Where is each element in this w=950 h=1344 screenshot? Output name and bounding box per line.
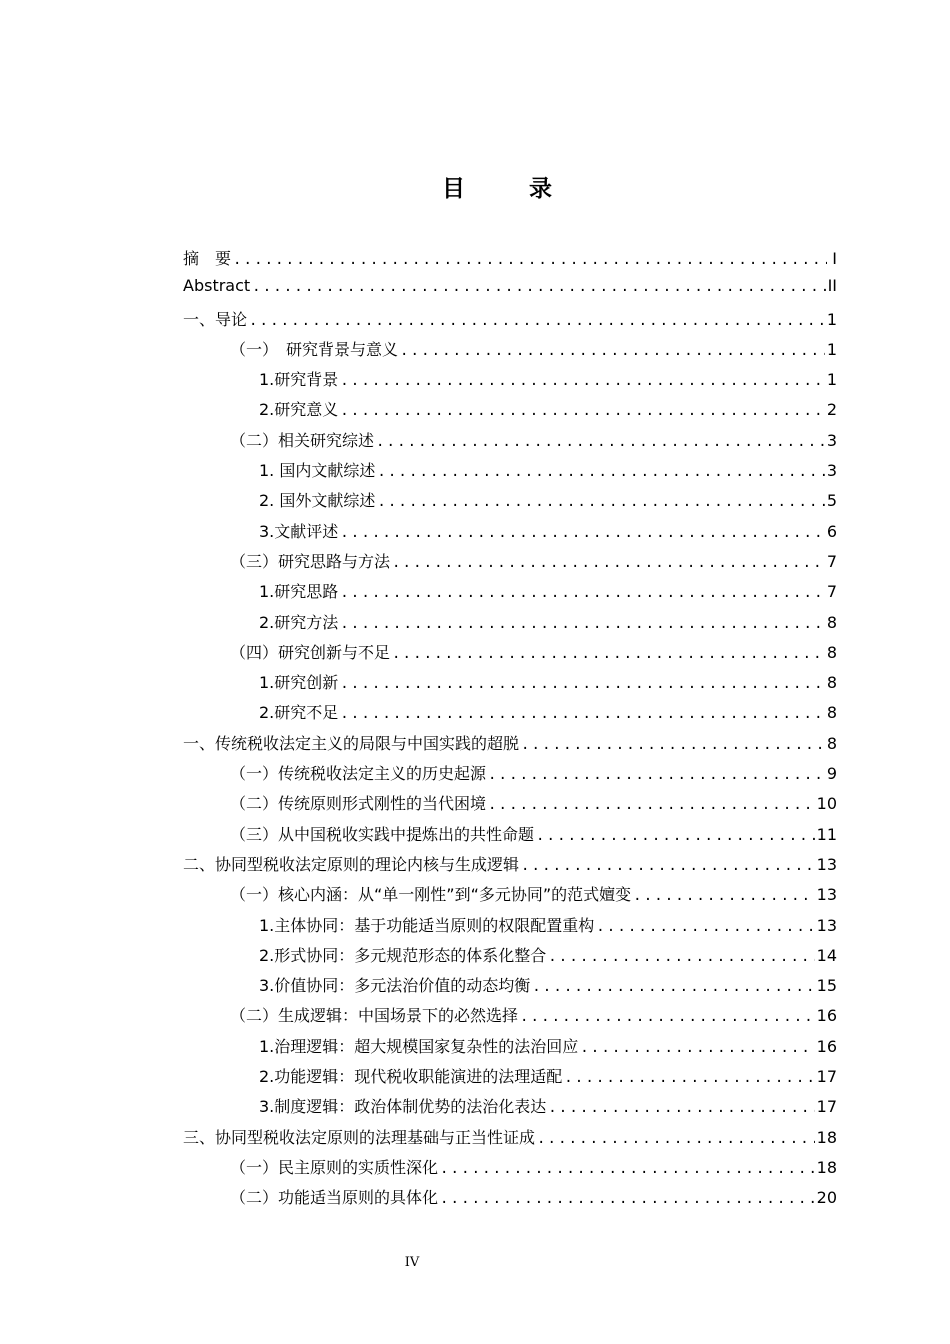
toc-entry[interactable]	[183, 1034, 837, 1064]
toc-dot-leader	[233, 252, 827, 268]
toc-entry-label: 3.价值协同：多元法治价值的动态均衡	[259, 976, 531, 996]
toc-dot-leader	[536, 828, 815, 844]
toc-entry-label: （一）核心内涵：从“单一刚性”到“多元协同”的范式嬗变	[230, 885, 632, 905]
toc-entry-page: 8	[826, 703, 837, 723]
toc-entry-page: 1	[826, 370, 837, 390]
toc-dot-leader	[548, 949, 814, 965]
toc-entry-page: 7	[826, 551, 837, 571]
table-of-contents	[183, 246, 837, 1216]
toc-entry[interactable]	[183, 913, 837, 943]
toc-dot-leader	[340, 525, 825, 541]
toc-entry-page: 1	[826, 309, 837, 329]
toc-entry-label: （二）传统原则形式刚性的当代困境	[230, 794, 487, 814]
toc-dot-leader	[340, 676, 825, 692]
toc-entry[interactable]	[183, 943, 837, 973]
toc-entry-page: 1	[826, 339, 837, 359]
toc-dot-leader	[488, 767, 825, 783]
toc-entry-label: （一）传统税收法定主义的历史起源	[230, 764, 487, 784]
toc-entry-label: 2.功能逻辑：现代税收职能演进的法理适配	[259, 1067, 563, 1087]
toc-entry-page: 9	[826, 764, 837, 784]
toc-entry-page: 16	[816, 1006, 837, 1026]
toc-entry-page: 8	[826, 642, 837, 662]
toc-entry-page: 20	[816, 1188, 837, 1208]
toc-dot-leader	[377, 464, 824, 480]
toc-entry-page: 13	[816, 915, 837, 935]
toc-entry[interactable]	[183, 579, 837, 609]
toc-entry-page: 16	[816, 1036, 837, 1056]
page-number: IV	[404, 1255, 420, 1270]
toc-entry-page: 3	[826, 461, 837, 481]
toc-entry-label: （三）研究思路与方法	[230, 551, 391, 571]
toc-entry[interactable]	[183, 488, 837, 518]
toc-entry-label: （一）民主原则的实质性深化	[230, 1157, 439, 1177]
toc-entry-label: （二）功能适当原则的具体化	[230, 1188, 439, 1208]
toc-entry-label: 三、协同型税收法定原则的法理基础与正当性证成	[183, 1127, 536, 1147]
toc-entry-page: 5	[826, 491, 837, 511]
toc-dot-leader	[521, 858, 815, 874]
toc-entry-page: II	[827, 276, 837, 296]
toc-dot-leader	[340, 706, 825, 722]
toc-entry-label: 1.研究背景	[259, 370, 339, 390]
toc-entry-label: （一） 研究背景与意义	[230, 339, 399, 359]
toc-dot-leader	[580, 1040, 814, 1056]
toc-entry[interactable]	[183, 337, 837, 367]
toc-entry[interactable]	[183, 1064, 837, 1094]
toc-dot-leader	[340, 616, 825, 632]
toc-entry-page: 11	[816, 824, 837, 844]
toc-entry-page: 6	[826, 521, 837, 541]
toc-dot-leader	[249, 313, 825, 329]
toc-dot-leader	[633, 888, 814, 904]
toc-dot-leader	[340, 585, 825, 601]
toc-entry[interactable]	[183, 276, 837, 306]
toc-dot-leader	[537, 1131, 815, 1147]
toc-entry-page: 8	[826, 733, 837, 753]
toc-entry-page: 14	[816, 945, 837, 965]
toc-entry-label: 3.文献评述	[259, 521, 339, 541]
toc-entry[interactable]	[183, 428, 837, 458]
toc-entry-label: 1.研究创新	[259, 673, 339, 693]
toc-entry-page: 18	[816, 1127, 837, 1147]
toc-dot-leader	[376, 434, 825, 450]
toc-entry-page: 13	[816, 885, 837, 905]
toc-entry[interactable]	[183, 852, 837, 882]
toc-dot-leader	[548, 1100, 814, 1116]
toc-dot-leader	[392, 555, 825, 571]
toc-entry-page: 10	[816, 794, 837, 814]
toc-entry-label: Abstract	[183, 276, 251, 296]
toc-entry-label: 一、导论	[183, 309, 248, 329]
toc-entry-label: 2.形式协同：多元规范形态的体系化整合	[259, 945, 547, 965]
toc-entry-label: 1. 国内文献综述	[259, 461, 376, 481]
toc-dot-leader	[488, 797, 815, 813]
toc-entry-label: （二）相关研究综述	[230, 430, 375, 450]
toc-entry-label: 2. 国外文献综述	[259, 491, 376, 511]
toc-entry[interactable]	[183, 1185, 837, 1215]
toc-entry[interactable]	[183, 367, 837, 397]
toc-dot-leader	[532, 979, 814, 995]
toc-entry-page: 13	[816, 854, 837, 874]
toc-entry-label: 1.主体协同：基于功能适当原则的权限配置重构	[259, 915, 595, 935]
toc-entry-label: 摘 要	[183, 249, 232, 268]
toc-dot-leader	[564, 1070, 814, 1086]
toc-entry-label: 2.研究意义	[259, 400, 339, 420]
toc-entry-label: （三）从中国税收实践中提炼出的共性命题	[230, 824, 535, 844]
toc-entry[interactable]	[183, 822, 837, 852]
toc-entry-label: 2.研究方法	[259, 612, 339, 632]
toc-dot-leader	[340, 403, 825, 419]
toc-entry-label: 3.制度逻辑：政治体制优势的法治化表达	[259, 1097, 547, 1117]
toc-entry-page: 3	[826, 430, 837, 450]
toc-entry[interactable]	[183, 1094, 837, 1124]
toc-entry[interactable]	[183, 700, 837, 730]
toc-entry[interactable]	[183, 1155, 837, 1185]
toc-dot-leader	[400, 343, 825, 359]
toc-dot-leader	[520, 1009, 815, 1025]
toc-entry[interactable]	[183, 882, 837, 912]
toc-entry-page: 2	[826, 400, 837, 420]
toc-entry[interactable]	[183, 549, 837, 579]
toc-entry-label: 2.研究不足	[259, 703, 339, 723]
toc-dot-leader	[377, 494, 824, 510]
toc-entry-page: 8	[826, 673, 837, 693]
toc-dot-leader	[392, 646, 825, 662]
toc-entry[interactable]	[183, 246, 837, 276]
toc-entry[interactable]	[183, 1125, 837, 1155]
toc-entry[interactable]	[183, 610, 837, 640]
toc-dot-leader	[521, 737, 825, 753]
toc-dot-leader	[440, 1191, 815, 1207]
toc-entry-label: （二）生成逻辑：中国场景下的必然选择	[230, 1006, 519, 1026]
toc-entry-page: I	[832, 249, 837, 268]
page-title: 目 录	[441, 176, 580, 202]
toc-entry[interactable]	[183, 670, 837, 700]
toc-entry[interactable]	[183, 307, 837, 337]
toc-entry[interactable]	[183, 640, 837, 670]
toc-entry-label: 一、传统税收法定主义的局限与中国实践的超脱	[183, 733, 520, 753]
toc-dot-leader	[440, 1161, 815, 1177]
toc-entry[interactable]	[183, 761, 837, 791]
toc-dot-leader	[596, 919, 814, 935]
toc-entry-page: 18	[816, 1157, 837, 1177]
toc-entry-page: 17	[816, 1067, 837, 1087]
toc-entry-page: 17	[816, 1097, 837, 1117]
toc-dot-leader	[340, 373, 825, 389]
toc-entry[interactable]	[183, 519, 837, 549]
toc-entry-page: 7	[826, 582, 837, 602]
toc-entry-label: 1.治理逻辑：超大规模国家复杂性的法治回应	[259, 1036, 579, 1056]
toc-entry-page: 15	[816, 976, 837, 996]
toc-entry[interactable]	[183, 791, 837, 821]
toc-dot-leader	[252, 279, 825, 295]
toc-entry-page: 8	[826, 612, 837, 632]
toc-entry[interactable]	[183, 731, 837, 761]
toc-entry-label: 二、协同型税收法定原则的理论内核与生成逻辑	[183, 854, 520, 874]
toc-entry[interactable]	[183, 397, 837, 427]
toc-entry-label: （四）研究创新与不足	[230, 642, 391, 662]
toc-entry[interactable]	[183, 973, 837, 1003]
toc-entry[interactable]	[183, 1003, 837, 1033]
toc-entry-label: 1.研究思路	[259, 582, 339, 602]
toc-entry[interactable]	[183, 458, 837, 488]
